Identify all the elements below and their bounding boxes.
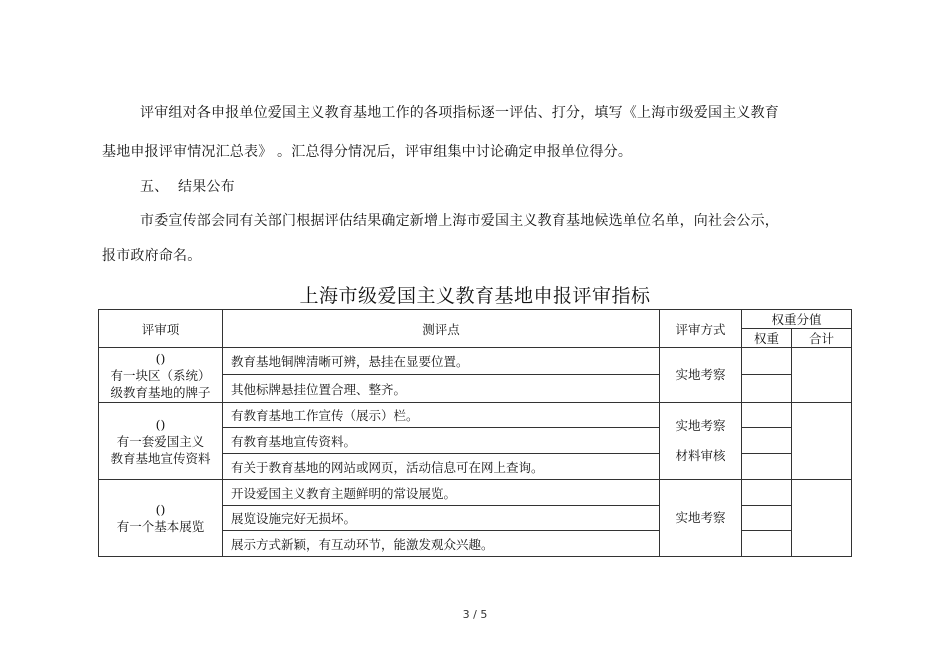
evaluation-point: 开设爱国主义教育主题鲜明的常设展览。: [223, 480, 660, 506]
header-total: 合计: [792, 329, 852, 348]
review-item-line: (): [155, 416, 166, 432]
evaluation-point: 教育基地铜牌清晰可辨，悬挂在显要位置。: [223, 348, 660, 375]
review-item-cell: [99, 480, 223, 557]
weight-cell: [742, 531, 792, 557]
evaluation-point: 其他标牌悬挂位置合理、整齐。: [223, 375, 660, 403]
section-title: 结果公布: [178, 179, 235, 195]
review-item-line: 有一套爱国主义: [116, 433, 205, 449]
weight-cell: [742, 454, 792, 480]
evaluation-point: 有教育基地宣传资料。: [223, 428, 660, 454]
evaluation-point: 展示方式新颖，有互动环节，能激发观众兴趣。: [223, 531, 660, 557]
header-item: 评审项: [99, 310, 223, 348]
paragraph-line: 评审组对各申报单位爱国主义教育基地工作的各项指标逐一评估、打分，填写《上海市级爱国主义教育: [140, 105, 779, 121]
section-number: 五、: [140, 179, 169, 195]
table-title: 上海市级爱国主义教育基地申报评审指标: [299, 285, 651, 307]
total-cell: [792, 480, 852, 557]
weight-cell: [742, 375, 792, 403]
weight-cell: [742, 403, 792, 428]
evaluation-point: 有教育基地工作宣传（展示）栏。: [223, 403, 660, 428]
header-method: 评审方式: [660, 310, 742, 348]
header-weight: 权重: [742, 329, 792, 348]
review-method-cell: [660, 480, 742, 557]
header-weight-score: 权重分值: [742, 310, 852, 329]
review-method-cell: [660, 348, 742, 403]
weight-cell: [742, 428, 792, 454]
review-method: 实地考察: [675, 510, 726, 525]
paragraph-line: 市委宣传部会同有关部门根据评估结果确定新增上海市爱国主义教育基地候选单位名单，向社会公示，: [140, 213, 779, 229]
review-item-line: 有一块区（系统）: [110, 367, 211, 383]
evaluation-point: 有关于教育基地的网站或网页，活动信息可在网上查询。: [223, 454, 660, 480]
review-method: 实地考察: [675, 367, 726, 382]
review-method: 实地考察: [675, 418, 726, 433]
paragraph-line: 报市政府命名。: [102, 248, 202, 264]
review-item-line: 级教育基地的牌子: [110, 384, 211, 400]
paragraph-line: 基地申报评审情况汇总表》 。汇总得分情况后，评审组集中讨论确定申报单位得分。: [102, 144, 633, 160]
total-cell: [792, 348, 852, 403]
evaluation-table: [98, 309, 852, 557]
weight-cell: [742, 348, 792, 375]
weight-cell: [742, 506, 792, 531]
review-item-line: 教育基地宣传资料: [110, 450, 211, 466]
weight-cell: [742, 480, 792, 506]
review-item-line: (): [155, 350, 166, 366]
total-cell: [792, 403, 852, 480]
review-item-cell: [99, 348, 223, 403]
review-item-line: (): [155, 502, 166, 517]
review-method: 材料审核: [675, 448, 726, 463]
review-method-cell: [660, 403, 742, 480]
review-item-line: 有一个基本展览: [116, 519, 205, 534]
page-number: 3 / 5: [462, 608, 488, 621]
review-item-cell: [99, 403, 223, 480]
header-points: 测评点: [223, 310, 660, 348]
section-heading: [140, 177, 235, 197]
evaluation-point: 展览设施完好无损坏。: [223, 506, 660, 531]
